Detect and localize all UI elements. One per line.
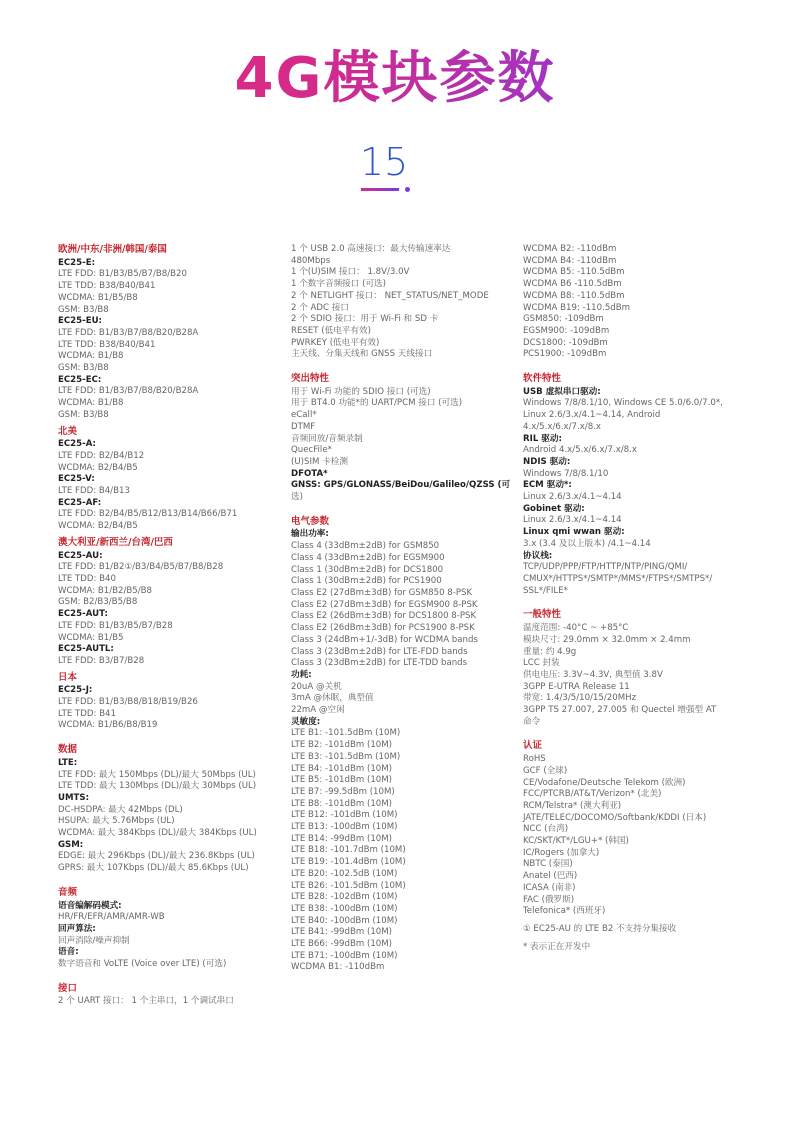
spec-line: LTE FDD: B2/B4/B5/B12/B13/B14/B66/B71 [58, 509, 238, 520]
spec-line: GPRS: 最大 107Kbps (DL)/最大 85.6Kbps (UL) [58, 863, 249, 874]
spec-line: (U)SIM 卡检测 [291, 456, 348, 467]
spec-line: Windows 7/8/8.1/10 [523, 468, 609, 479]
spec-line: Linux 2.6/3.x/4.1~4.14 [523, 492, 622, 503]
spec-line: QuecFile* [291, 445, 332, 456]
spec-line: LTE B20: -102.5dB (10M) [291, 868, 398, 879]
spec-label: 协议栈: [523, 550, 553, 561]
spec-line: TCP/UDP/PPP/FTP/HTTP/NTP/PING/QMI/ [523, 562, 688, 573]
spec-line: SSL*/FILE* [523, 585, 568, 596]
spec-line: LTE TDD: B41 [58, 708, 116, 719]
page-number: 15 [359, 140, 409, 184]
spec-line: NCC (台湾) [523, 824, 569, 835]
column-2 [291, 244, 516, 974]
spec-line: CMUX*/HTTPS*/SMTP*/MMS*/FTPS*/SMTPS*/ [523, 573, 713, 584]
section-heading: 澳大利亚/新西兰/台湾/巴西 [58, 536, 173, 548]
spec-line: ICASA (南非) [523, 882, 576, 893]
spec-line: Class 4 (33dBm±2dB) for EGSM900 [291, 552, 445, 563]
column-1 [58, 244, 283, 1008]
spec-line: 480Mbps [291, 255, 331, 266]
spec-line: RCM/Telstra* (澳大利亚) [523, 800, 622, 811]
spec-line: 1 个数字音频接口 (可选) [291, 279, 386, 290]
spec-line: 2 个 ADC 接口 [291, 302, 349, 313]
section-heading: 欧洲/中东/非洲/韩国/泰国 [58, 244, 167, 255]
spec-line: Class E2 (26dBm±3dB) for DCS1800 8-PSK [291, 611, 477, 622]
spec-line: WCDMA: B2/B4/B5 [58, 521, 138, 532]
spec-line: 主天线、分集天线和 GNSS 天线接口 [291, 349, 433, 360]
spec-line: LTE FDD: B4/B13 [58, 486, 130, 497]
section-heading: 一般特性 [523, 609, 562, 621]
spec-line: LTE B38: -100dBm (10M) [291, 903, 398, 914]
spec-label: 语音编解码模式: [58, 900, 122, 911]
spec-line: LTE TDD: B38/B40/B41 [58, 281, 156, 292]
spec-line: LTE B12: -101dBm (10M) [291, 810, 398, 821]
spec-line: Class 3 (23dBm±2dB) for LTE-TDD bands [291, 658, 468, 669]
spec-label: GNSS: GPS/GLONASS/BeiDou/Galileo/QZSS (可 [291, 480, 511, 491]
spec-line: LTE B4: -101dBm (10M) [291, 763, 393, 774]
spec-line: LTE B1: -101.5dBm (10M) [291, 728, 401, 739]
page-number-underline [361, 188, 399, 191]
spec-line: FAC (俄罗斯) [523, 894, 575, 905]
spec-line: WCDMA: B2/B4/B5 [58, 462, 138, 473]
spec-line: 1 个(U)SIM 接口： 1.8V/3.0V [291, 267, 410, 278]
section-heading: 软件特性 [523, 373, 562, 385]
spec-line: LTE B8: -101dBm (10M) [291, 798, 393, 809]
spec-line: Class 4 (33dBm±2dB) for GSM850 [291, 541, 440, 552]
spec-line: WCDMA: 最大 384Kbps (DL)/最大 384Kbps (UL) [58, 828, 257, 839]
spec-label: 语音: [58, 947, 79, 958]
spec-line: 供电电压: 3.3V~4.3V, 典型值 3.8V [523, 669, 663, 680]
spec-line: PWRKEY (低电平有效) [291, 337, 380, 348]
spec-line: LTE FDD: B1/B2①/B3/B4/B5/B7/B8/B28 [58, 562, 224, 573]
spec-line: NBTC (泰国) [523, 859, 573, 870]
spec-line: 2 个 NETLIGHT 接口： NET_STATUS/NET_MODE [291, 290, 489, 301]
spec-line: 模块尺寸: 29.0mm × 32.0mm × 2.4mm [523, 634, 691, 645]
spec-line: LTE B18: -101.7dBm (10M) [291, 845, 406, 856]
spec-line: Telefonica* (西班牙) [523, 906, 606, 917]
spec-line: Linux 2.6/3.x/4.1~4.14, Android [523, 410, 661, 421]
spec-line: LTE B26: -101.5dBm (10M) [291, 880, 406, 891]
spec-line: WCDMA: B1/B5/B8 [58, 292, 138, 303]
spec-line: WCDMA B19: -110.5dBm [523, 302, 631, 313]
spec-label: RIL 驱动: [523, 433, 562, 444]
spec-label: EC25-AUTL: [58, 644, 114, 655]
spec-line: Windows 7/8/8.1/10, Windows CE 5.0/6.0/7.0*, [523, 398, 723, 409]
spec-line: GSM: B3/B8 [58, 409, 109, 420]
spec-line: LTE FDD: B1/B3/B8/B18/B19/B26 [58, 697, 198, 708]
spec-line: WCDMA B2: -110dBm [523, 244, 617, 254]
spec-line: LTE B19: -101.4dBm (10M) [291, 857, 406, 868]
spec-line: WCDMA: B1/B8 [58, 351, 124, 362]
spec-line: Class 3 (23dBm±2dB) for LTE-FDD bands [291, 646, 468, 657]
spec-line: Linux 2.6/3.x/4.1~4.14 [523, 515, 622, 526]
spec-line: 3GPP TS 27.007, 27.005 和 Quectel 增强型 AT [523, 705, 717, 716]
spec-line: HSUPA: 最大 5.76Mbps (UL) [58, 816, 175, 827]
spec-label: EC25-AF: [58, 497, 102, 508]
column-3 [523, 244, 748, 953]
page-title: 4G模块参数 [0, 44, 790, 114]
spec-label: 灵敏度: [291, 716, 321, 727]
spec-label: EC25-EC: [58, 374, 102, 385]
spec-line: LTE B7: -99.5dBm (10M) [291, 786, 395, 797]
section-heading: 数据 [58, 744, 78, 756]
spec-label: NDIS 驱动: [523, 456, 571, 467]
spec-line: 回声消除/噪声抑制 [58, 935, 130, 946]
spec-line: LTE B71: -100dBm (10M) [291, 950, 398, 961]
spec-line: KC/SKT/KT*/LGU+* (韩国) [523, 836, 629, 847]
spec-line: WCDMA: B1/B2/B5/B8 [58, 585, 153, 596]
spec-line: 22mA @空闲 [291, 705, 345, 716]
section-heading: 接口 [58, 982, 78, 994]
spec-line: LTE B3: -101.5dBm (10M) [291, 751, 401, 762]
spec-label: EC25-EU: [58, 316, 102, 327]
spec-line: LTE FDD: B1/B3/B7/B8/B20/B28A [58, 327, 199, 338]
spec-line: LTE TDD: 最大 130Mbps (DL)/最大 30Mbps (UL) [58, 781, 257, 792]
spec-line: GSM850: -109dBm [523, 314, 604, 325]
spec-line: ① EC25-AU 的 LTE B2 不支持分集接收 [523, 923, 677, 934]
spec-line: WCDMA B4: -110dBm [523, 255, 617, 266]
spec-line: Class E2 (27dBm±3dB) for EGSM900 8-PSK [291, 599, 478, 610]
spec-line: 温度范围: -40°C ~ +85°C [523, 623, 629, 634]
spec-line: LTE B5: -101dBm (10M) [291, 775, 393, 786]
spec-line: EDGE: 最大 296Kbps (DL)/最大 236.8Kbps (UL) [58, 851, 255, 862]
spec-line: LTE B28: -102dBm (10M) [291, 892, 398, 903]
spec-label: EC25-A: [58, 439, 96, 450]
spec-line: 2 个 UART 接口： 1 个主串口，1 个调试串口 [58, 996, 234, 1007]
spec-line: Class 1 (30dBm±2dB) for DCS1800 [291, 564, 444, 575]
spec-line: * 表示正在开发中 [523, 941, 591, 952]
spec-line: PCS1900: -109dBm [523, 349, 607, 360]
spec-line: DCS1800: -109dBm [523, 337, 608, 348]
spec-line: 重量: 约 4.9g [523, 646, 577, 657]
spec-label: DFOTA* [291, 468, 328, 479]
spec-line: LTE TDD: B40 [58, 573, 116, 584]
spec-line: LTE B41: -99dBm (10M) [291, 927, 393, 938]
spec-line: FCC/PTCRB/AT&T/Verizon* (北美) [523, 789, 662, 800]
spec-line: Anatel (巴西) [523, 871, 578, 882]
spec-label: LTE: [58, 757, 78, 768]
spec-line: WCDMA B5: -110.5dBm [523, 267, 625, 278]
spec-line: DTMF [291, 421, 316, 432]
section-heading: 北美 [58, 425, 78, 437]
spec-line: LTE B13: -100dBm (10M) [291, 822, 398, 833]
spec-label: USB 虚拟串口驱动: [523, 386, 601, 397]
spec-line: GSM: B2/B3/B5/B8 [58, 597, 138, 608]
spec-line: Class 3 (24dBm+1/-3dB) for WCDMA bands [291, 634, 478, 645]
spec-line: 带宽: 1.4/3/5/10/15/20MHz [523, 693, 637, 704]
section-heading: 突出特性 [291, 373, 330, 385]
spec-line: LTE B66: -99dBm (10M) [291, 939, 393, 950]
spec-line: IC/Rogers (加拿大) [523, 847, 600, 858]
spec-label: EC25-E: [58, 257, 96, 268]
spec-line: DC-HSDPA: 最大 42Mbps (DL) [58, 804, 183, 815]
spec-line: 20uA @关机 [291, 681, 342, 692]
spec-line: EGSM900: -109dBm [523, 325, 610, 336]
spec-line: WCDMA B8: -110.5dBm [523, 290, 625, 301]
spec-line: 命令 [523, 716, 541, 727]
spec-line: RESET (低电平有效) [291, 325, 371, 336]
spec-line: 3.x (3.4 及以上版本) /4.1~4.14 [523, 538, 651, 549]
page-number-dot [405, 187, 410, 192]
spec-line: LTE FDD: B3/B7/B28 [58, 655, 145, 666]
spec-label: Linux qmi wwan 驱动: [523, 527, 625, 538]
spec-label: EC25-J: [58, 685, 93, 696]
spec-line: LTE FDD: B2/B4/B12 [58, 450, 145, 461]
spec-line: WCDMA B1: -110dBm [291, 962, 385, 973]
spec-line: LTE TDD: B38/B40/B41 [58, 339, 156, 350]
spec-label: 输出功率: [291, 529, 329, 540]
spec-line: LCC 封装 [523, 658, 560, 669]
spec-line: LTE B14: -99dBm (10M) [291, 833, 393, 844]
spec-line: Class E2 (27dBm±3dB) for GSM850 8-PSK [291, 587, 473, 598]
spec-label: UMTS: [58, 792, 90, 803]
spec-line: HR/FR/EFR/AMR/AMR-WB [58, 912, 165, 923]
spec-line: GSM: B3/B8 [58, 363, 109, 374]
spec-line: 2 个 SDIO 接口：用于 Wi-Fi 和 SD 卡 [291, 314, 439, 325]
spec-line: LTE FDD: B1/B3/B5/B7/B8/B20 [58, 269, 187, 280]
spec-line: WCDMA: B1/B8 [58, 398, 124, 409]
spec-label: 功耗: [291, 669, 312, 680]
spec-line: 音频回放/音频录制 [291, 433, 363, 444]
section-heading: 音频 [58, 886, 78, 898]
spec-line: LTE FDD: 最大 150Mbps (DL)/最大 50Mbps (UL) [58, 769, 256, 780]
spec-line: CE/Vodafone/Deutsche Telekom (欧洲) [523, 777, 686, 788]
spec-label: Gobinet 驱动: [523, 503, 585, 514]
spec-label: EC25-V: [58, 474, 95, 485]
spec-line: eCall* [291, 410, 317, 421]
spec-line: LTE FDD: B1/B3/B7/B8/B20/B28A [58, 386, 199, 397]
spec-line: WCDMA: B1/B6/B8/B19 [58, 720, 158, 731]
spec-line: RoHS [523, 754, 546, 765]
spec-line: 3mA @休眠，典型值 [291, 693, 374, 704]
spec-line: LTE FDD: B1/B3/B5/B7/B28 [58, 620, 173, 631]
spec-label: 回声算法: [58, 923, 96, 934]
spec-line: JATE/TELEC/DOCOMO/Softbank/KDDI (日本) [523, 812, 707, 823]
spec-line: WCDMA: B1/B5 [58, 632, 124, 643]
spec-line: GCF (全球) [523, 765, 568, 776]
spec-line: Android 4.x/5.x/6.x/7.x/8.x [523, 445, 637, 456]
spec-label: EC25-AU: [58, 550, 103, 561]
section-heading: 电气参数 [291, 515, 330, 527]
spec-line: 3GPP E-UTRA Release 11 [523, 681, 630, 692]
spec-label: EC25-AUT: [58, 609, 108, 620]
spec-line: LTE B40: -100dBm (10M) [291, 915, 398, 926]
spec-line: LTE B2: -101dBm (10M) [291, 740, 393, 751]
spec-line: 1 个 USB 2.0 高速接口：最大传输速率达 [291, 244, 451, 254]
spec-line: 选) [291, 492, 303, 503]
spec-line: WCDMA B6 -110.5dBm [523, 279, 622, 290]
spec-label: GSM: [58, 839, 84, 850]
spec-label: ECM 驱动*: [523, 480, 572, 491]
spec-line: GSM: B3/B8 [58, 304, 109, 315]
section-heading: 日本 [58, 671, 78, 683]
spec-line: 4.x/5.x/6.x/7.x/8.x [523, 421, 602, 432]
spec-line: 用于 BT4.0 功能*的 UART/PCM 接口 (可选) [291, 398, 463, 409]
section-heading: 认证 [523, 740, 543, 752]
spec-line: 用于 Wi-Fi 功能的 SDIO 接口 (可选) [291, 386, 431, 397]
spec-line: Class 1 (30dBm±2dB) for PCS1900 [291, 576, 442, 587]
spec-line: Class E2 (26dBm±3dB) for PCS1900 8-PSK [291, 623, 475, 634]
spec-line: 数字语音和 VoLTE (Voice over LTE) (可选) [58, 959, 227, 970]
